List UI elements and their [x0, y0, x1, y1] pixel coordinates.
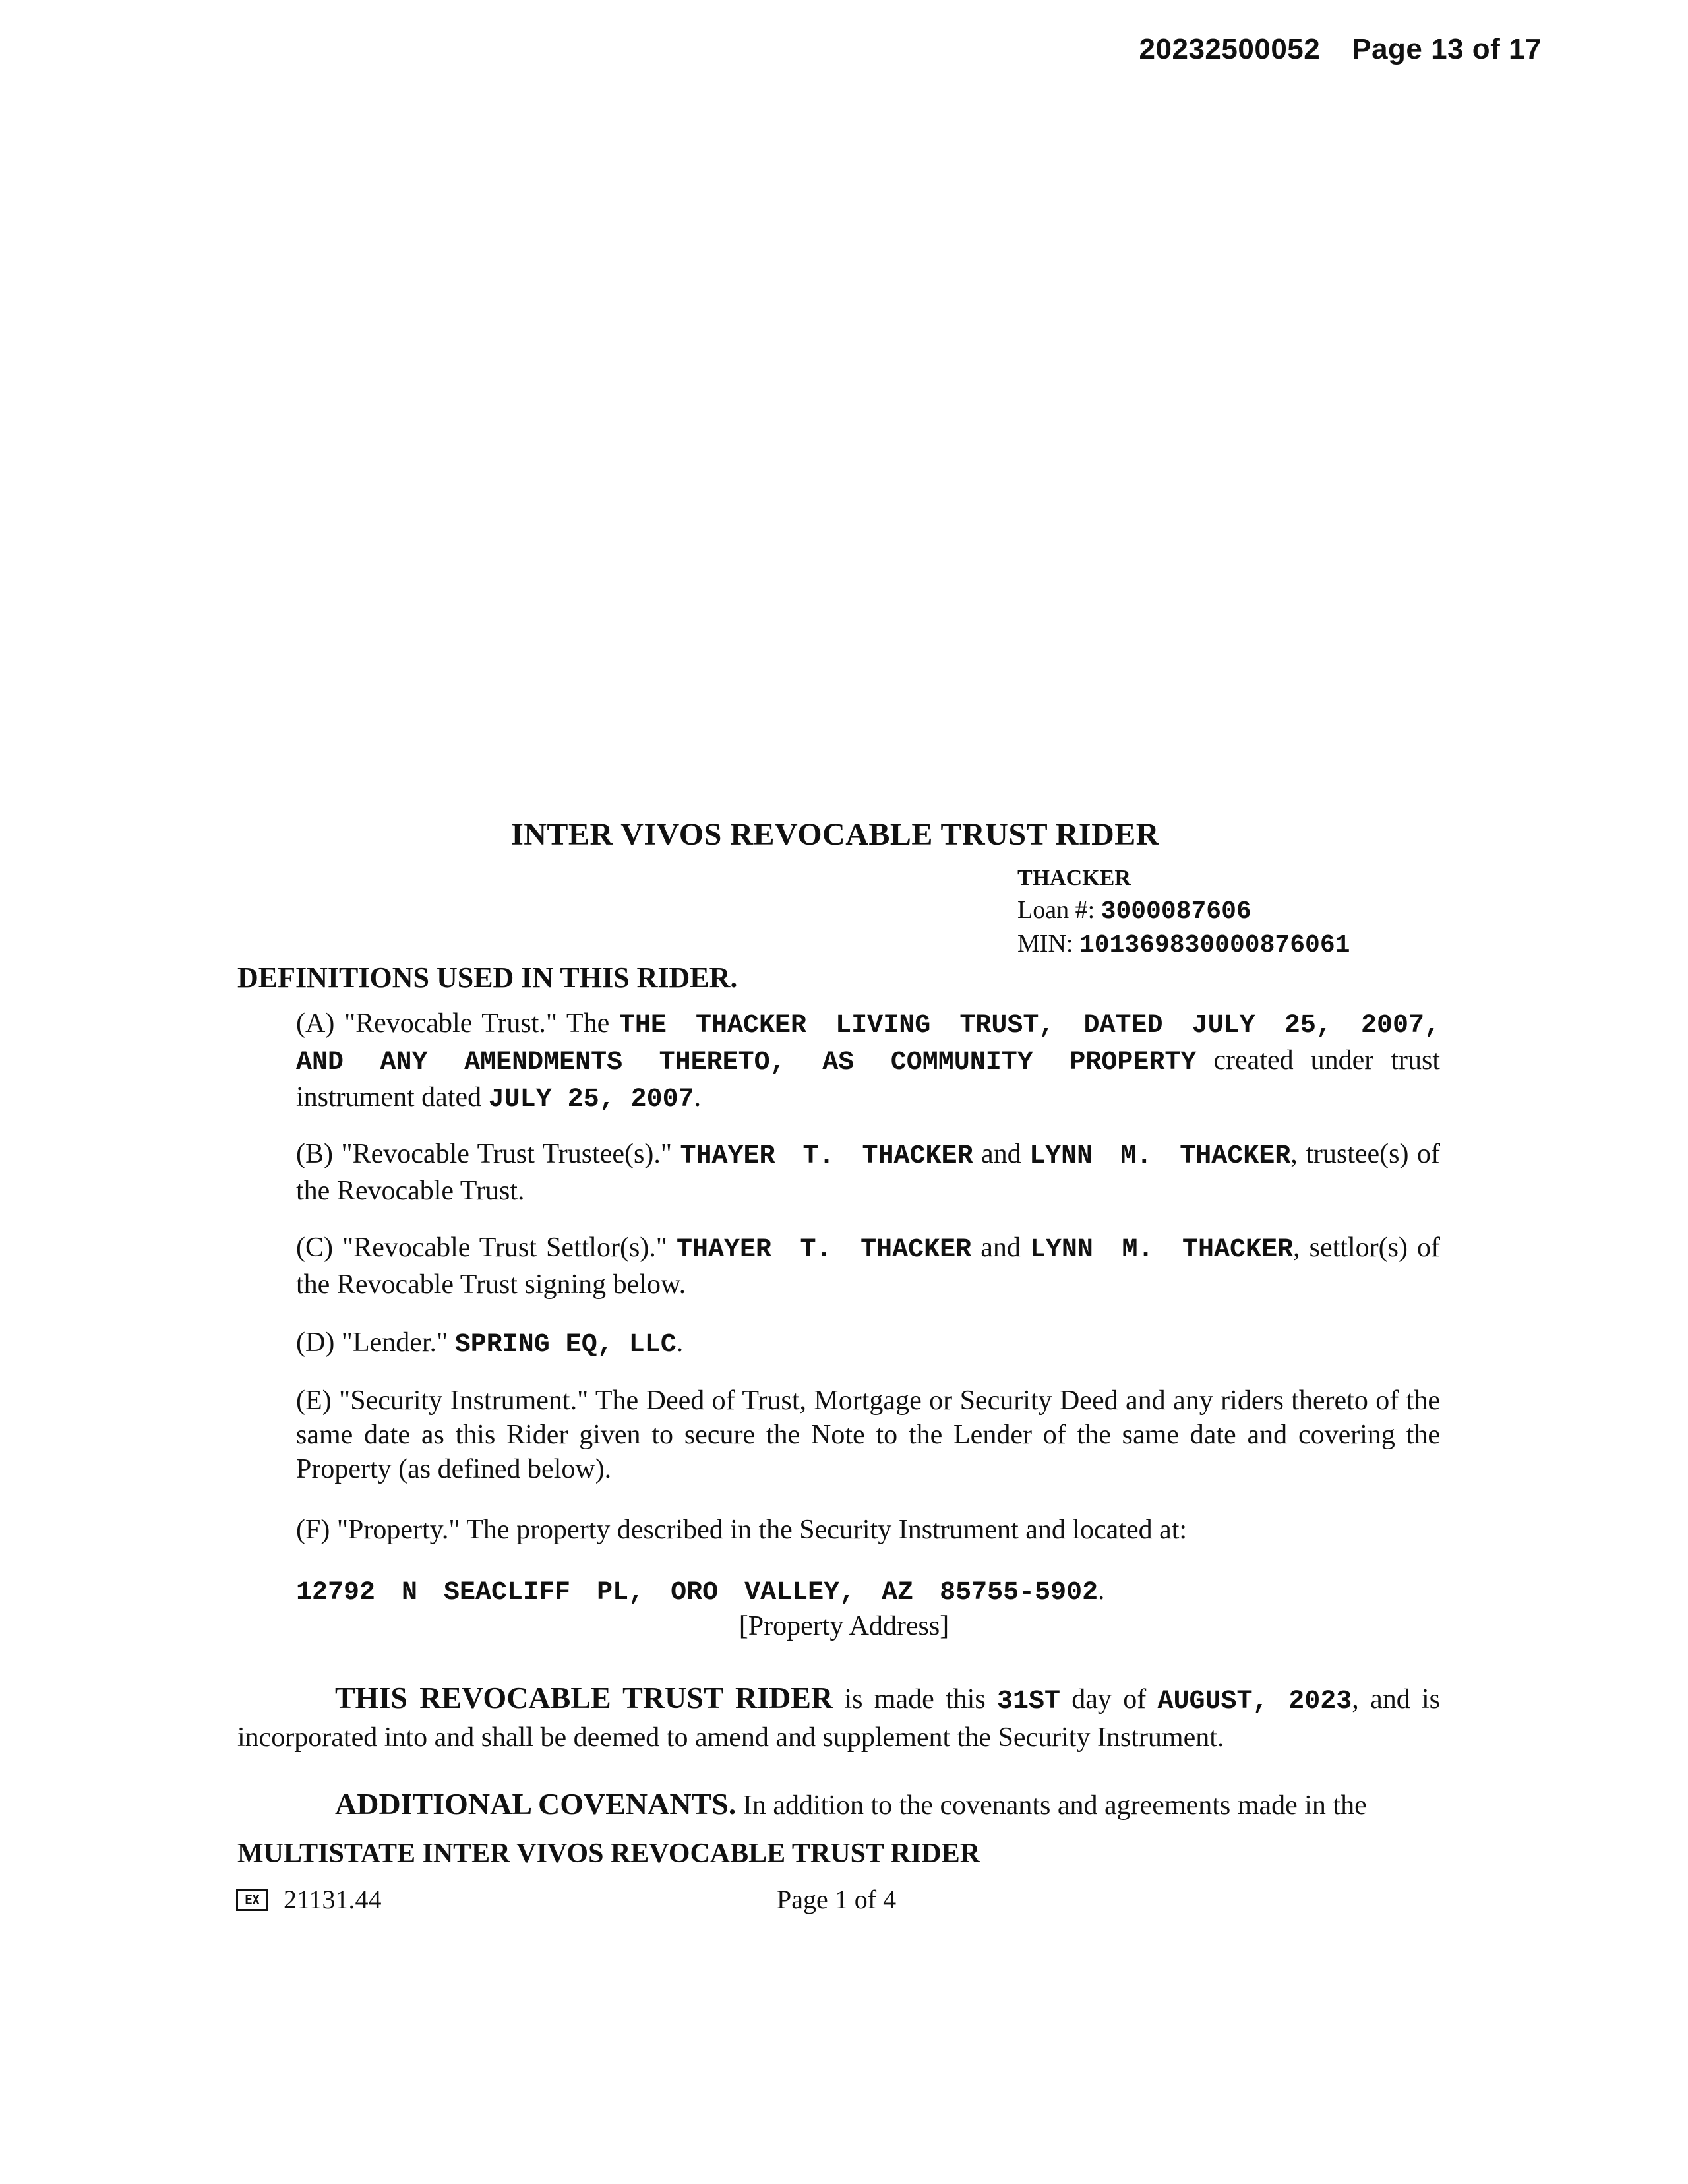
rider-month-year: AUGUST, 2023: [1157, 1687, 1352, 1716]
footer-form-id: [236, 1884, 382, 1915]
rider-date-text-1: is made this: [833, 1684, 997, 1714]
trustee-name-1: THAYER T. THACKER: [680, 1141, 973, 1171]
definition-a-lead: (A) "Revocable Trust." The: [296, 1008, 619, 1039]
rider-date-paragraph: [237, 1680, 1440, 1755]
rider-date-text-3: , and is incorporated into and shall be deemed to amend and supplement the Security Instrument.: [237, 1684, 1441, 1753]
borrower-name: THACKER: [1017, 866, 1131, 890]
definition-b-end: , trustee(s) of the Revocable Trust.: [296, 1139, 1440, 1206]
recording-page-number: Page 13 of 17: [1352, 33, 1542, 65]
additional-covenants-lead: ADDITIONAL COVENANTS.: [335, 1787, 737, 1821]
property-address-line: [296, 1575, 1104, 1608]
property-address-end: .: [1098, 1575, 1105, 1605]
footer-page-number: Page 1 of 4: [777, 1885, 897, 1914]
additional-covenants-text: In addition to the covenants and agreements made in the: [736, 1790, 1367, 1821]
definition-c-and: and: [971, 1232, 1030, 1263]
definition-e: (E) "Security Instrument." The Deed of Trust, Mortgage or Security Deed and any riders thereto of the same date as this Rider given to secure the Note to the Lender of the same date and covering the Property (as defined below).: [296, 1385, 1440, 1484]
definition-a-mid: created under trust instrument dated: [296, 1045, 1440, 1112]
loan-number: 3000087606: [1100, 897, 1251, 926]
recording-doc-number: 20232500052: [1139, 33, 1321, 65]
trust-date: JULY 25, 2007: [488, 1085, 694, 1114]
definition-f: (F) "Property." The property described in the Security Instrument and located at:: [296, 1515, 1188, 1545]
loan-info-block: [1017, 862, 1350, 961]
definition-b-and: and: [973, 1139, 1030, 1169]
property-address-caption: [Property Address]: [738, 1611, 950, 1641]
lender-name: SPRING EQ, LLC: [454, 1330, 677, 1360]
definition-c-lead: (C) "Revocable Trust Settlor(s).": [296, 1232, 677, 1263]
min-number: 101369830000876061: [1079, 931, 1350, 959]
rider-day: 31ST: [996, 1687, 1060, 1716]
definitions-heading: DEFINITIONS USED IN THIS RIDER.: [237, 961, 738, 994]
loan-number-label: Loan #:: [1017, 896, 1101, 924]
recording-header: [1139, 33, 1542, 66]
min-line: [1017, 928, 1350, 961]
document-title: INTER VIVOS REVOCABLE TRUST RIDER: [511, 817, 1159, 852]
loan-number-line: [1017, 894, 1350, 928]
additional-covenants-paragraph: [335, 1787, 1440, 1823]
trustee-name-2: LYNN M. THACKER: [1029, 1141, 1291, 1171]
settlor-name-2: LYNN M. THACKER: [1029, 1235, 1294, 1265]
definition-a: [296, 1006, 1440, 1117]
definition-c-end: , settlor(s) of the Revocable Trust signing below.: [296, 1232, 1440, 1300]
definition-b-lead: (B) "Revocable Trust Trustee(s).": [296, 1139, 680, 1169]
definition-a-end: .: [694, 1082, 702, 1112]
property-address: 12792 N SEACLIFF PL, ORO VALLEY, AZ 85755-5902: [296, 1578, 1099, 1608]
rider-date-text-2: day of: [1060, 1684, 1158, 1714]
definition-b: [296, 1137, 1440, 1208]
definition-c: [296, 1230, 1440, 1302]
footer-form-title: MULTISTATE INTER VIVOS REVOCABLE TRUST RIDER: [237, 1838, 980, 1869]
definition-d-end: .: [676, 1327, 684, 1358]
trust-name: THE THACKER LIVING TRUST, DATED JULY 25, 2007, AND ANY AMENDMENTS THERETO, AS COMMUNITY PROPERTY: [296, 1011, 1440, 1077]
form-ex-icon: EX: [236, 1889, 268, 1911]
definition-d: [296, 1325, 1440, 1362]
definition-d-lead: (D) "Lender.": [296, 1327, 455, 1358]
rider-date-lead: THIS REVOCABLE TRUST RIDER: [335, 1681, 833, 1714]
min-label: MIN:: [1017, 930, 1079, 957]
settlor-name-1: THAYER T. THACKER: [676, 1235, 972, 1265]
form-number: 21131.44: [284, 1885, 382, 1914]
